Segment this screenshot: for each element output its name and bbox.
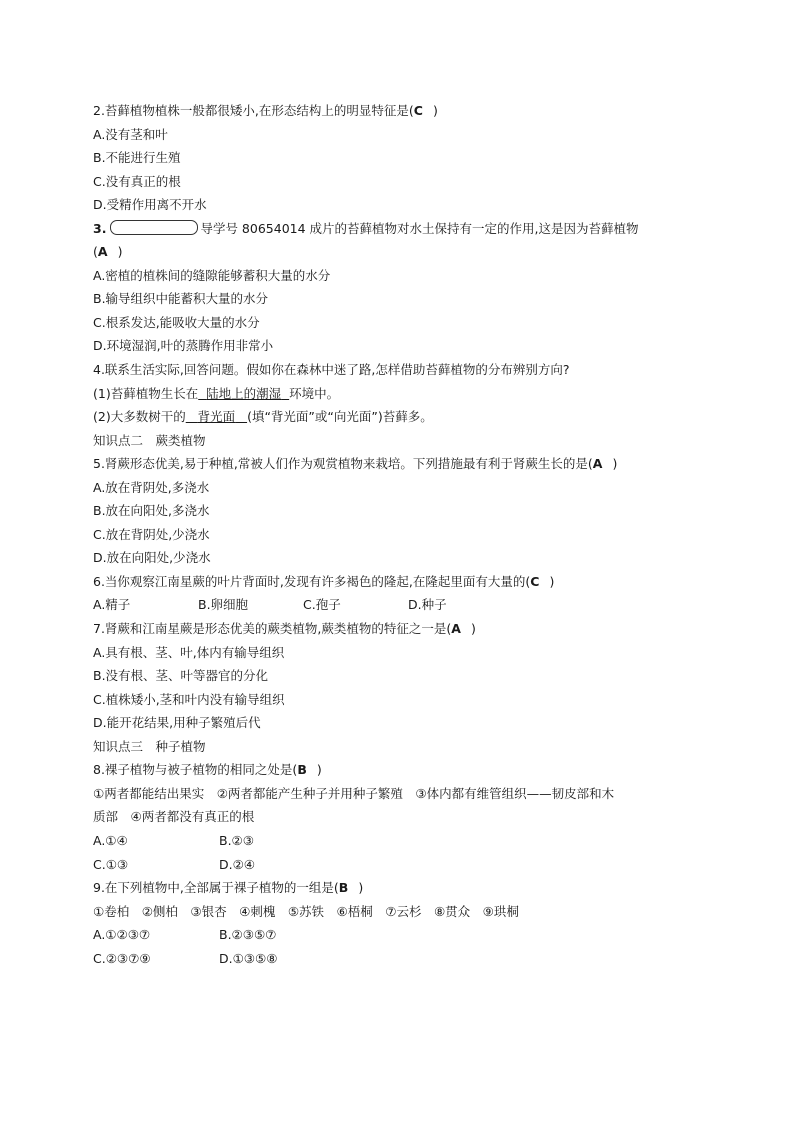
question-9-options-row2 xyxy=(93,947,713,971)
question-3-stem: 3. 导学号 80654014 成片的苔藓植物对水土保持有一定的作用,这是因为苔藓植物 xyxy=(93,220,639,236)
question-8-options-row1 xyxy=(93,829,713,853)
question-8-answer: B xyxy=(297,762,307,778)
question-8-statements-line1: ①两者都能结出果实 ②两者都能产生种子并用种子繁殖 ③体内都有维管组织——韧皮部和木 xyxy=(93,785,615,801)
question-5-option-a: A.放在背阴处,多浇水 xyxy=(93,479,210,495)
question-7-answer: A xyxy=(451,621,461,637)
question-3-option-c: C.根系发达,能吸收大量的水分 xyxy=(93,314,260,330)
question-6-options xyxy=(93,593,713,617)
question-3-answer-line: (A ) xyxy=(93,244,123,260)
reference-number-box xyxy=(110,220,198,235)
question-4-sub1-answer: 陆地上的潮湿 xyxy=(206,385,282,401)
question-8-options-row2 xyxy=(93,853,713,877)
question-5-option-d: D.放在向阳处,少浇水 xyxy=(93,550,211,566)
question-5-option-b: B.放在向阳处,多浇水 xyxy=(93,503,210,519)
question-8-statements-line2: 质部 ④两者都没有真正的根 xyxy=(93,809,255,825)
question-6-stem: 6.当你观察江南星蕨的叶片背面时,发现有许多褐色的隆起,在隆起里面有大量的(C ) xyxy=(93,573,555,589)
question-2-option-d: D.受精作用离不开水 xyxy=(93,197,207,213)
question-3-option-b: B.输导组织中能蓄积大量的水分 xyxy=(93,291,269,307)
question-5-option-c: C.放在背阴处,少浇水 xyxy=(93,526,210,542)
question-6-option-b: B.卵细胞 xyxy=(198,597,249,613)
section-heading-ferns: 知识点二 蕨类植物 xyxy=(93,432,206,448)
question-4-sub2-answer: 背光面 xyxy=(197,409,236,425)
question-7-stem: 7.肾蕨和江南星蕨是形态优美的蕨类植物,蕨类植物的特征之一是(A ) xyxy=(93,621,476,637)
question-9-stem: 9.在下列植物中,全部属于裸子植物的一组是(B ) xyxy=(93,880,364,896)
question-3-answer: A xyxy=(97,244,108,260)
question-5-stem: 5.肾蕨形态优美,易于种植,常被人们作为观赏植物来栽培。下列措施最有利于肾蕨生长的是(A ) xyxy=(93,456,618,472)
question-2-answer: C xyxy=(413,103,423,118)
question-4-sub1: (1)苔藓植物生长在 陆地上的潮湿 环境中。 xyxy=(93,385,340,401)
question-6-option-c: C.孢子 xyxy=(303,597,341,613)
question-2-stem: 2.苔藓植物植株一般都很矮小,在形态结构上的明显特征是(C ) xyxy=(93,103,438,118)
question-8-option-a: A.①④ xyxy=(93,832,128,848)
section-heading-seed-plants: 知识点三 种子植物 xyxy=(93,738,206,754)
question-8-option-d: D.②④ xyxy=(219,856,256,872)
question-9-options-row1 xyxy=(93,923,713,947)
question-9-option-b: B.②③⑤⑦ xyxy=(219,927,277,943)
question-8-option-c: C.①③ xyxy=(93,856,129,872)
question-6-option-a: A.精子 xyxy=(93,597,131,613)
question-4-stem: 4.联系生活实际,回答问题。假如你在森林中迷了路,怎样借助苔藓植物的分布辨别方向? xyxy=(93,362,570,378)
question-9-plant-list: ①卷柏 ②侧柏 ③银杏 ④刺槐 ⑤苏铁 ⑥梧桐 ⑦云杉 ⑧贯众 ⑨珙桐 xyxy=(93,903,519,919)
question-4-sub2: (2)大多数树干的 背光面 (填“背光面”或“向光面”)苔藓多。 xyxy=(93,409,433,425)
question-9-option-d: D.①③⑤⑧ xyxy=(219,950,278,966)
question-5-answer: A xyxy=(592,456,603,472)
question-6-answer: C xyxy=(530,573,540,589)
worksheet xyxy=(93,99,713,970)
question-7-option-a: A.具有根、茎、叶,体内有输导组织 xyxy=(93,644,285,660)
question-2-option-a: A.没有茎和叶 xyxy=(93,126,168,142)
question-2-option-c: C.没有真正的根 xyxy=(93,173,181,189)
question-8-stem: 8.裸子植物与被子植物的相同之处是(B ) xyxy=(93,762,322,778)
question-9-option-c: C.②③⑦⑨ xyxy=(93,950,151,966)
question-6-option-d: D.种子 xyxy=(408,597,447,613)
question-9-option-a: A.①②③⑦ xyxy=(93,927,151,943)
question-2-option-b: B.不能进行生殖 xyxy=(93,150,181,166)
question-7-option-c: C.植株矮小,茎和叶内没有输导组织 xyxy=(93,691,285,707)
question-3-option-a: A.密植的植株间的缝隙能够蓄积大量的水分 xyxy=(93,267,331,283)
question-9-answer: B xyxy=(338,880,349,896)
question-3-option-d: D.环境湿润,叶的蒸腾作用非常小 xyxy=(93,338,274,354)
question-7-option-d: D.能开花结果,用种子繁殖后代 xyxy=(93,715,261,731)
question-7-option-b: B.没有根、茎、叶等器官的分化 xyxy=(93,668,269,684)
question-8-option-b: B.②③ xyxy=(219,832,254,848)
